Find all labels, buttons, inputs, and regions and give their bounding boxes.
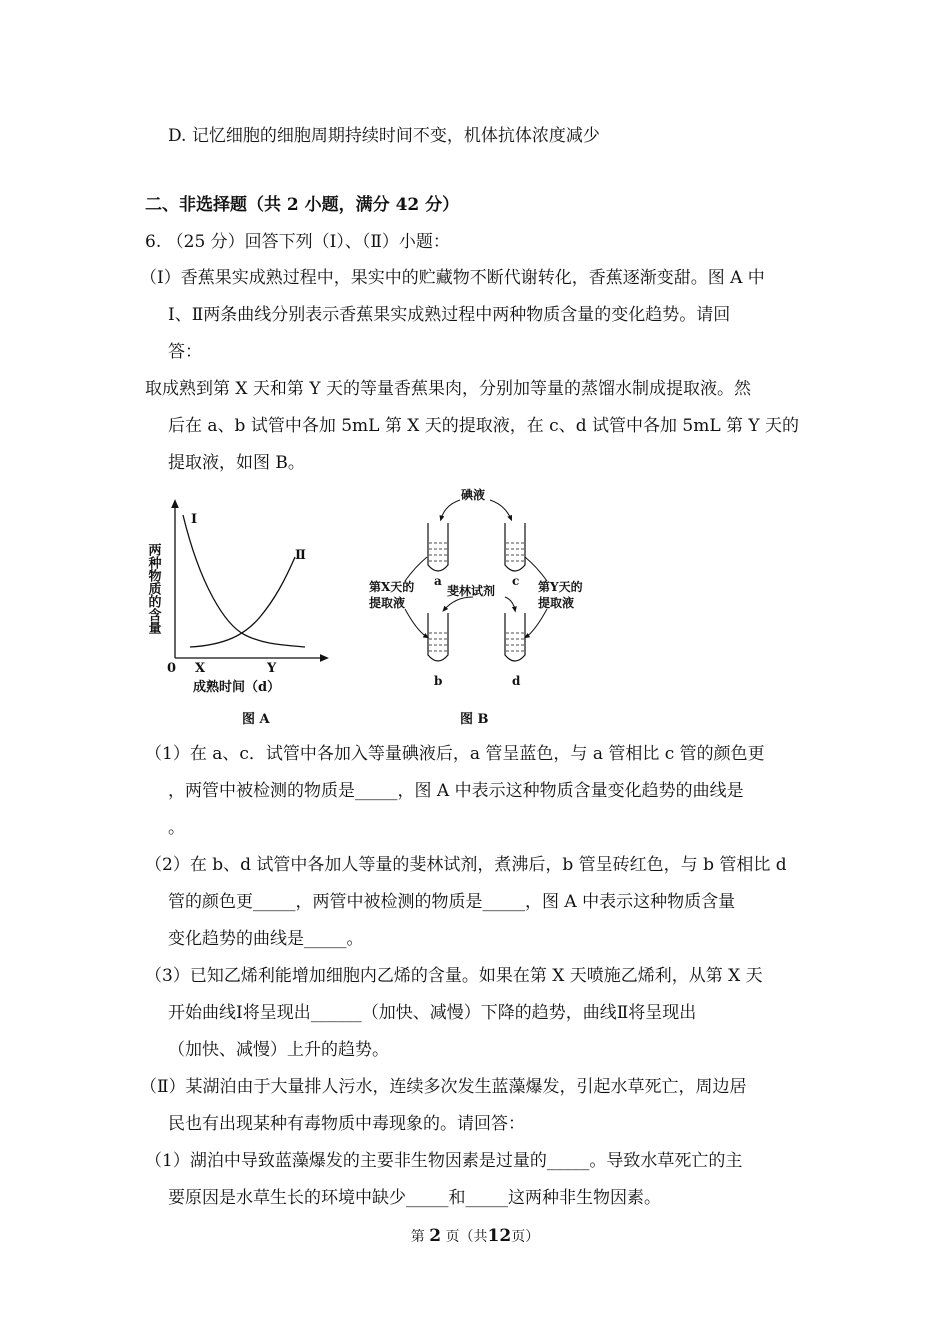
part1-line: I、Ⅱ两条曲线分别表示香蕉果实成熟过程中两种物质含量的变化趋势。请回 xyxy=(168,305,731,325)
part1-para2-line: 提取液，如图 B。 xyxy=(168,453,305,473)
part2-line: 民也有出现某种有毒物质中毒现象的。请回答： xyxy=(168,1114,525,1134)
figure-a xyxy=(145,495,335,735)
part1-line: （I）香蕉果实成熟过程中，果实中的贮藏物不断代谢转化，香蕉逐渐变甜。图 A 中 xyxy=(140,268,765,288)
iodine-label: 碘液 xyxy=(461,488,486,502)
q1-line: ，两管中被检测的物质是_____，图 A 中表示这种物质含量变化趋势的曲线是 xyxy=(168,781,744,801)
curve-1-label: I xyxy=(191,512,198,527)
tube-a xyxy=(428,523,448,571)
page-footer xyxy=(0,1226,950,1246)
right-label-line2: 提取液 xyxy=(538,596,575,610)
tube-d-label: d xyxy=(512,674,521,688)
tube-d xyxy=(505,613,525,661)
tube-a-label: a xyxy=(434,574,442,588)
q3-line: （加快、减慢）上升的趋势。 xyxy=(168,1040,389,1060)
left-label-line1: 第X天的 xyxy=(369,580,415,594)
tube-c-label: c xyxy=(512,574,520,588)
footer-mid: 页（共 xyxy=(445,1229,488,1245)
part2-q1-line: 要原因是水草生长的环境中缺少_____和_____这两种非生物因素。 xyxy=(168,1188,661,1208)
figure-a-tick-y: Y xyxy=(267,661,277,676)
part1-para2-line: 后在 a、b 试管中各加 5mL 第 X 天的提取液，在 c、d 试管中各加 5mL 第 Y 天的 xyxy=(168,416,800,436)
figure-b-caption: 图 B xyxy=(460,712,489,727)
tube-b-label: b xyxy=(434,674,443,688)
figure-a-origin: 0 xyxy=(167,661,177,676)
curve-2-label: Ⅱ xyxy=(295,548,306,563)
q2-line: 管的颜色更_____，两管中被检测的物质是_____，图 A 中表示这种物质含量 xyxy=(168,892,736,912)
figure-a-ylabel: 两种物质的含量 xyxy=(145,543,161,634)
q2-line: 变化趋势的曲线是_____。 xyxy=(168,929,364,949)
figure-b xyxy=(365,485,605,735)
benedict-label: 斐林试剂 xyxy=(447,584,496,598)
footer-post: 页） xyxy=(511,1229,540,1245)
footer-total: 12 xyxy=(487,1226,512,1246)
q3-line: （3）已知乙烯利能增加细胞内乙烯的含量。如果在第 X 天喷施乙烯利，从第 X 天 xyxy=(145,966,763,986)
footer-page: 2 xyxy=(429,1226,442,1246)
option-d: D. 记忆细胞的细胞周期持续时间不变，机体抗体浓度减少 xyxy=(168,126,600,146)
part1-para2-line: 取成熟到第 X 天和第 Y 天的等量香蕉果肉，分别加等量的蒸馏水制成提取液。然 xyxy=(145,379,751,399)
curve-1 xyxy=(183,515,305,647)
question-6-intro: 6. （25 分）回答下列（I）、（Ⅱ）小题： xyxy=(145,232,450,252)
figure-a-xlabel: 成熟时间（d） xyxy=(193,680,281,695)
tube-c xyxy=(505,523,525,571)
q2-line: （2）在 b、d 试管中各加人等量的斐林试剂，煮沸后，b 管呈砖红色，与 b 管相比 d xyxy=(145,855,787,875)
q1-line: （1）在 a、c．试管中各加入等量碘液后，a 管呈蓝色，与 a 管相比 c 管的颜色更 xyxy=(145,744,765,764)
left-label-line2: 提取液 xyxy=(369,596,406,610)
footer-pre: 第 xyxy=(410,1229,425,1245)
part2-line: （Ⅱ）某湖泊由于大量排人污水，连续多次发生蓝藻爆发，引起水草死亡，周边居 xyxy=(140,1077,747,1097)
tube-b xyxy=(428,613,448,661)
part1-line: 答： xyxy=(168,342,202,362)
right-label-line1: 第Y天的 xyxy=(538,580,583,594)
section-title: 二、非选择题（共 2 小题，满分 42 分） xyxy=(145,195,460,215)
q3-line: 开始曲线Ⅰ将呈现出______（加快、减慢）下降的趋势，曲线Ⅱ将呈现出 xyxy=(168,1003,697,1023)
part2-q1-line: （1）湖泊中导致蓝藻爆发的主要非生物因素是过量的_____。导致水草死亡的主 xyxy=(145,1151,743,1171)
figure-a-tick-x: X xyxy=(195,661,206,676)
q1-line: 。 xyxy=(168,818,185,838)
figure-a-caption: 图 A xyxy=(242,712,270,727)
